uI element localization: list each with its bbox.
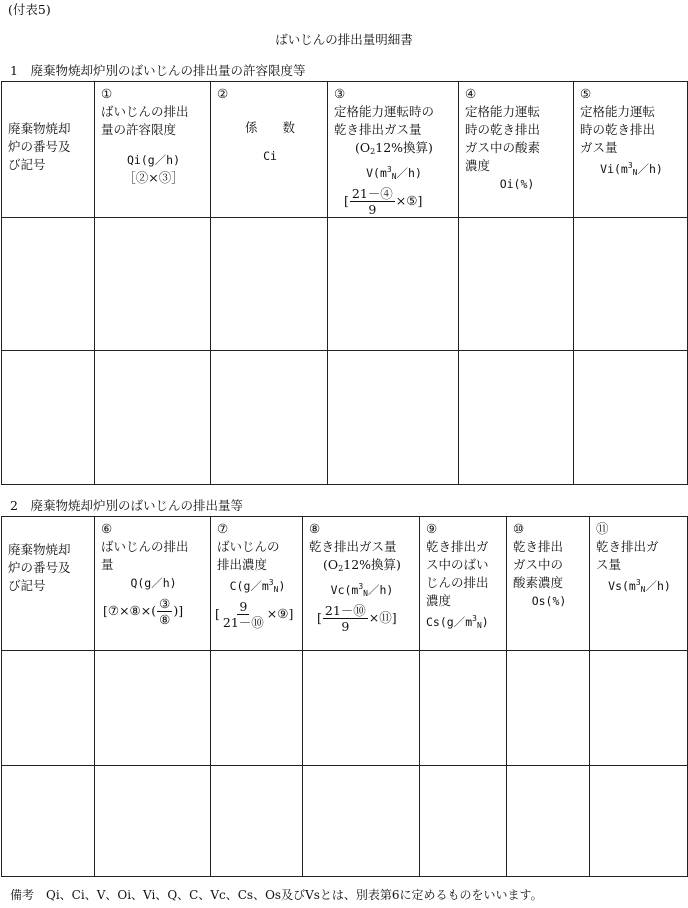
s1-coefficient-title: 係 数 (244, 120, 295, 135)
s1-qi-formula: ［②×③］ (123, 170, 184, 185)
s1-gas-volume-header: ③ 定格能力運転時の 乾き排出ガス量 ($O_212\%$換算) $V(m^3_N/h)$ [ $\frac{\text{21－④}}{9}$ ×⑤] (328, 82, 459, 218)
document-title: ばいじんの排出量明細書 (275, 32, 413, 47)
s1-entry-cell[interactable] (459, 351, 574, 485)
s1-entry-cell[interactable] (211, 351, 328, 485)
s2-gas-volume-header: ⑪ 乾き排出ガ ス量 $Vs(m^3_N/h)$ (590, 517, 688, 651)
s1-rated-gas-volume-header: ⑤ 定格能力運転 時の乾き排出 ガス量 $Vi(m^3_N/h)$ (574, 82, 688, 218)
s2-entry-cell[interactable] (507, 651, 590, 766)
s2-q-symbol: Q(g／h) (130, 576, 177, 590)
s1-coefficient-header: ② 係 数 Ci (211, 82, 328, 218)
s2-o2-conversion: ($O_212\%$換算) (323, 557, 401, 573)
s1-entry-cell[interactable] (574, 218, 688, 351)
s1-entry-cell[interactable] (95, 218, 211, 351)
s1-entry-cell[interactable] (459, 218, 574, 351)
s2-entry-row (2, 766, 688, 877)
s1-qi-symbol: Qi(g／h) (126, 153, 181, 167)
section2-table (1, 516, 688, 877)
s1-entry-row (2, 351, 688, 485)
s1-entry-cell[interactable] (2, 218, 95, 351)
s2-entry-cell[interactable] (303, 651, 420, 766)
s2-vs-symbol: $Vs(m^3_N/h)$ (608, 578, 671, 594)
s2-q-formula: [⑦×⑧×( $\frac{\text{③}}{\text{⑧}}$ )] (103, 596, 184, 627)
s2-entry-cell[interactable] (95, 766, 211, 877)
s2-entry-row (2, 651, 688, 766)
s1-v-symbol: $V(m^3_N/h)$ (366, 165, 422, 181)
section1-header-row (2, 82, 688, 218)
s2-entry-cell[interactable] (303, 766, 420, 877)
s1-entry-cell[interactable] (2, 351, 95, 485)
s2-c-symbol: $C(g/m^3_N)$ (229, 578, 286, 594)
s1-entry-cell[interactable] (328, 351, 459, 485)
s1-oi-symbol: Oi(%) (499, 177, 535, 191)
s2-oxygen-conc-header: ⑩ 乾き排出 ガス中の 酸素濃度 Os(%) (507, 517, 590, 651)
s2-entry-cell[interactable] (420, 651, 507, 766)
s1-vi-symbol: $Vi(m^3_N/h)$ (600, 161, 663, 177)
s2-os-symbol: Os(%) (531, 594, 567, 608)
s2-vc-symbol: $Vc(m^3_N/h)$ (330, 582, 394, 598)
appendix-label: (付表5) (8, 2, 51, 17)
s2-entry-cell[interactable] (590, 766, 688, 877)
s1-entry-cell[interactable] (211, 218, 328, 351)
s1-oxygen-conc-header: ④ 定格能力運転 時の乾き排出 ガス中の酸素 濃度 Oi(%) (459, 82, 574, 218)
s2-cs-symbol: $Cs(g/m^3_N)$ (426, 614, 489, 630)
s2-entry-cell[interactable] (2, 766, 95, 877)
s2-dust-conc-header: ⑨ 乾き排出ガ ス中のばい じんの排出 濃度 $Cs(g/m^3_N)$ (420, 517, 507, 651)
s2-entry-cell[interactable] (211, 766, 303, 877)
s2-entry-cell[interactable] (590, 651, 688, 766)
s2-emission-amount-header: ⑥ ばいじんの排出 量 Q(g／h) [⑦×⑧×( $\frac{\text{③}}{\text{⑧}}$ )] (95, 517, 211, 651)
section2-header-row (2, 517, 688, 651)
s1-entry-cell[interactable] (95, 351, 211, 485)
s2-dry-gas-volume-header: ⑧ 乾き排出ガス量 ($O_212\%$換算) $Vc(m^3_N/h)$ [ $\frac{\text{21－⑩}}{9}$ ×⑪] (303, 517, 420, 651)
s1-o2-conversion: ($O_212\%$換算) (355, 140, 433, 156)
s2-emission-conc-header: ⑦ ばいじんの 排出濃度 $C(g/m^3_N)$ [ $\frac{9}{\text{21－⑩}}$ ×⑨] (211, 517, 303, 651)
section1-table (1, 81, 688, 485)
remarks-note: 備考 Qi、Ci、V、Oi、Vi、Q、C、Vc、Cs、Os及びVsとは、別表第6に定めるものをいいます。 (10, 888, 543, 902)
s2-vc-formula: [ $\frac{\text{21－⑩}}{9}$ ×⑪] (317, 603, 397, 634)
s2-entry-cell[interactable] (507, 766, 590, 877)
s2-entry-cell[interactable] (211, 651, 303, 766)
s1-entry-cell[interactable] (574, 351, 688, 485)
s2-entry-cell[interactable] (420, 766, 507, 877)
s2-c-formula: [ $\frac{9}{\text{21－⑩}}$ ×⑨] (215, 599, 294, 630)
s2-entry-cell[interactable] (95, 651, 211, 766)
s1-entry-row (2, 218, 688, 351)
s1-entry-cell[interactable] (328, 218, 459, 351)
section2-heading: 2 廃棄物焼却炉別のばいじんの排出量等 (10, 498, 243, 513)
s2-entry-cell[interactable] (2, 651, 95, 766)
s2-furnace-id-header: 廃棄物焼却 炉の番号及 び記号 (2, 517, 95, 651)
section1-heading: 1 廃棄物焼却炉別のばいじんの排出量の許容限度等 (10, 63, 306, 78)
s1-ci-symbol: Ci (263, 149, 277, 163)
s1-furnace-id-header: 廃棄物焼却 炉の番号及 び記号 (2, 82, 95, 218)
s1-v-formula: [ $\frac{\text{21－④}}{9}$ ×⑤] (344, 186, 423, 217)
s1-allowable-limit-header: ① ばいじんの排出 量の許容限度 Qi(g／h) ［②×③］ (95, 82, 211, 218)
